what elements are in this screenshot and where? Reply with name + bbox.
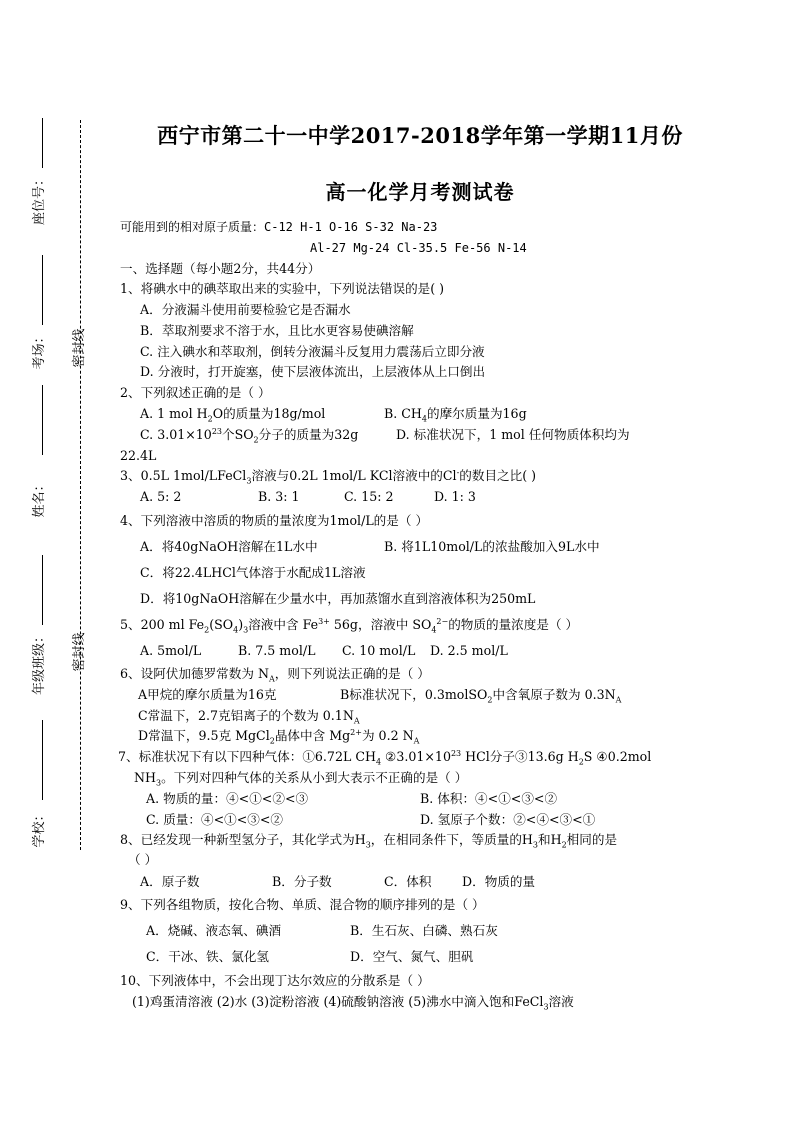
q1-option-c: C. 注入碘水和萃取剂，倒转分液漏斗反复用力震荡后立即分液 [140,344,485,359]
q9-option-c: C．干冰、铁、氯化氢 [146,949,269,964]
q3-option-d: D. 1: 3 [434,489,476,504]
q5-option-a: A. 5mol/L [140,643,202,658]
q4-option-c: C．将22.4LHCl气体溶于水配成1L溶液 [140,565,366,580]
school-blank-line [42,720,43,800]
q7-option-d: D. 氢原子个数：②<④<③<① [420,812,596,827]
q5-option-d: D. 2.5 mol/L [430,643,508,658]
section-heading: 一、选择题（每小题2分，共44分） [120,261,321,276]
q8-stem-cont: （ ） [128,852,158,867]
school-label: 学校： [32,808,47,848]
exam-title-line1: 西宁市第二十一中学2017-2018学年第一学期11月份 [157,123,683,148]
q8-option-c: C．体积 [384,874,432,889]
name-label: 姓名： [32,478,47,518]
q1-option-a: A．分液漏斗使用前要检验它是否漏水 [140,302,351,317]
seal-dashed-line [80,120,81,850]
q1-option-d: D. 分液时，打开旋塞，使下层液体流出，上层液体从上口倒出 [140,364,486,379]
q6-option-a: A甲烷的摩尔质量为16克 [138,687,277,702]
exam-room-blank-line [42,255,43,325]
q7-stem-cont: $NH_3$。下列对四种气体的关系从小到大表示不正确的是（ ） [134,770,468,788]
q7-option-b: B. 体积：④<①<③<② [420,791,558,806]
q9-option-d: D．空气、氮气、胆矾 [350,949,474,964]
atomic-masses-line2: Al-27 Mg-24 Cl-35.5 Fe-56 N-14 [310,241,527,255]
q2-option-b: B. $CH_4$的摩尔质量为16g [384,406,527,424]
q6-stem: 6、设阿伏加德罗常数为 $N_A$，则下列说法正确的是（ ） [120,666,430,684]
q5-option-c: C. 10 mol/L [342,643,416,658]
q5-option-b: B. 7.5 mol/L [238,643,316,658]
seat-blank-line [42,118,43,168]
q7-option-a: A. 物质的量：④<①<②<③ [146,791,309,806]
q3-option-b: B. 3: 1 [258,489,300,504]
q2-option-d-cont: 22.4L [120,448,157,463]
q4-stem: 4、下列溶液中溶质的物质的量浓度为1mol/L的是（ ） [120,513,429,528]
q5-stem: 5、200 ml $Fe_2(SO_4)_3$溶液中含 $Fe^{3+}$ 56g，溶液中 $SO_4^{2-}$的物质的量浓度是（ ） [120,616,579,635]
class-blank-line [42,555,43,625]
q3-option-a: A. 5: 2 [140,489,182,504]
q7-option-c: C. 质量：④<①<③<② [146,812,284,827]
q8-option-b: B．分子数 [272,874,332,889]
q9-stem: 9、下列各组物质，按化合物、单质、混合物的顺序排列的是（ ） [120,897,485,912]
exam-title-line2: 高一化学月考测试卷 [325,180,515,204]
exam-room-label: 考场： [32,330,47,370]
seat-label: 座位号： [32,172,47,225]
q9-option-a: A．烧碱、液态氧、碘酒 [146,923,282,938]
q3-option-c: C. 15: 2 [344,489,394,504]
q4-option-d: D．将10gNaOH溶解在少量水中，再加蒸馏水直到溶液体积为250mL [140,591,536,606]
q9-option-b: B．生石灰、白磷、熟石灰 [350,923,498,938]
class-label: 年级班级： [32,629,47,695]
seal-line-bottom: 密封线 [72,632,87,672]
q1-stem: 1、将碘水中的碘萃取出来的实验中，下列说法错误的是( ) [120,281,445,296]
q2-stem: 2、下列叙述正确的是（ ） [120,385,271,400]
q8-option-a: A．原子数 [140,874,200,889]
q6-option-b: B标准状况下，0.3molSO$_2$中含氧原子数为 $0.3N_A$ [340,687,622,705]
name-blank-line [42,385,43,455]
q3-stem: 3、0.5L 1mol/LFeCl$_3$溶液与0.2L 1mol/L KCl溶液中的Cl-的数目之比( ) [120,467,537,486]
q2-option-c: C. $3.01\times 10^{23}$个$SO_2$分子的质量为32g [140,426,359,445]
seal-line-top: 密封线 [72,328,87,368]
q8-stem: 8、已经发现一种新型氢分子，其化学式为$H_3$，在相同条件下，等质量的$H_3$和$H_2$相同的是 [120,832,618,850]
q2-option-d: D. 标准状况下，1 mol 任何物质体积均为 [396,427,630,442]
q10-options: (1)鸡蛋清溶液 (2)水 (3)淀粉溶液 (4)硫酸钠溶液 (5)沸水中滴入饱和FeCl$_3$溶液 [132,994,574,1012]
q6-option-c: C常温下，2.7克铝离子的个数为 $0.1N_A$ [138,708,360,726]
q10-stem: 10、下列液体中，不会出现丁达尔效应的分散系是（ ） [120,973,430,988]
q7-stem: 7、标准状况下有以下四种气体：①6.72L $CH_4$ $②3.01\times 10^{23}$ HCl分子③13.6g $H_2S$ ④0.2mol [118,748,652,767]
q8-option-d: D．物质的量 [462,874,536,889]
q2-option-a: A. 1 mol $H_2O$的质量为18g/mol [140,406,326,424]
atomic-masses-line1: 可能用到的相对原子质量：C-12 H-1 O-16 S-32 Na-23 [120,220,438,234]
q4-option-a: A．将40gNaOH溶解在1L水中 [140,539,318,554]
q1-option-b: B．萃取剂要求不溶于水，且比水更容易使碘溶解 [140,323,414,338]
q4-option-b: B. 将1L10mol/L的浓盐酸加入9L水中 [384,539,600,554]
q6-option-d: D常温下，9.5克 MgCl$_2$晶体中含 $Mg^{2+}$为 0.2 $N_A$ [138,727,420,746]
